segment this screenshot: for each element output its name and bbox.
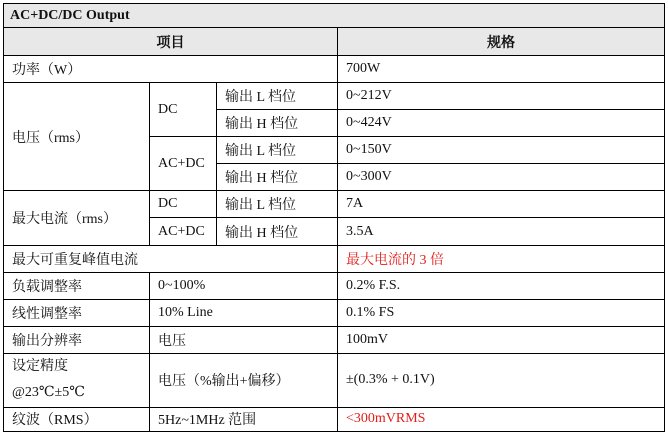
- max-current-dc-label: DC: [150, 191, 217, 218]
- max-current-h-range: 输出 H 档位: [217, 218, 338, 245]
- load-regulation-label: 负载调整率: [4, 272, 150, 299]
- voltage-acdc-h-value: 0~300V: [338, 164, 665, 191]
- table-row-accuracy: [4, 353, 665, 407]
- table-row-power: [4, 56, 665, 83]
- line-regulation-condition: 10% Line: [150, 299, 338, 326]
- ripple-condition: 5Hz~1MHz 范围: [150, 407, 338, 431]
- header-spec: 规格: [338, 28, 665, 56]
- max-current-l-value: 7A: [338, 191, 665, 218]
- header-item: 项目: [4, 28, 338, 56]
- voltage-dc-l-value: 0~212V: [338, 83, 665, 110]
- title-row: [4, 4, 665, 28]
- ripple-value: <300mVRMS: [338, 407, 665, 431]
- header-row: [4, 28, 665, 56]
- voltage-acdc-label: AC+DC: [150, 137, 217, 191]
- accuracy-label: [4, 353, 150, 407]
- voltage-dc-h-value: 0~424V: [338, 110, 665, 137]
- accuracy-condition: 电压（%输出+偏移）: [150, 353, 338, 407]
- power-value: 700W: [338, 56, 665, 83]
- accuracy-label-line1: 设定精度: [12, 359, 68, 375]
- table-row-voltage-dc-l: [4, 83, 665, 110]
- voltage-dc-l-range: 输出 L 档位: [217, 83, 338, 110]
- max-current-l-range: 输出 L 档位: [217, 191, 338, 218]
- voltage-acdc-l-value: 0~150V: [338, 137, 665, 164]
- max-current-h-value: 3.5A: [338, 218, 665, 245]
- peak-current-value: 最大电流的 3 倍: [338, 245, 665, 272]
- resolution-value: 100mV: [338, 326, 665, 353]
- table-title: AC+DC/DC Output: [4, 4, 665, 28]
- ripple-label: 纹波（RMS）: [4, 407, 150, 431]
- load-regulation-value: 0.2% F.S.: [338, 272, 665, 299]
- resolution-condition: 电压: [150, 326, 338, 353]
- table-row-current-l: [4, 191, 665, 218]
- peak-current-label: 最大可重复峰值电流: [4, 245, 338, 272]
- table-row-line-regulation: [4, 299, 665, 326]
- voltage-dc-h-range: 输出 H 档位: [217, 110, 338, 137]
- accuracy-label-line2: @23℃±5℃: [12, 385, 85, 401]
- max-current-acdc-label: AC+DC: [150, 218, 217, 245]
- table-row-peak-current: [4, 245, 665, 272]
- line-regulation-label: 线性调整率: [4, 299, 150, 326]
- line-regulation-value: 0.1% FS: [338, 299, 665, 326]
- voltage-acdc-h-range: 输出 H 档位: [217, 164, 338, 191]
- accuracy-value: ±(0.3% + 0.1V): [338, 353, 665, 407]
- voltage-dc-label: DC: [150, 83, 217, 137]
- voltage-label: 电压（rms）: [4, 83, 150, 191]
- spec-table: [3, 3, 665, 432]
- table-row-resolution: [4, 326, 665, 353]
- table-row-load-regulation: [4, 272, 665, 299]
- load-regulation-condition: 0~100%: [150, 272, 338, 299]
- power-label: 功率（W）: [4, 56, 338, 83]
- voltage-acdc-l-range: 输出 L 档位: [217, 137, 338, 164]
- resolution-label: 输出分辨率: [4, 326, 150, 353]
- max-current-label: 最大电流（rms）: [4, 191, 150, 245]
- table-row-ripple: [4, 407, 665, 431]
